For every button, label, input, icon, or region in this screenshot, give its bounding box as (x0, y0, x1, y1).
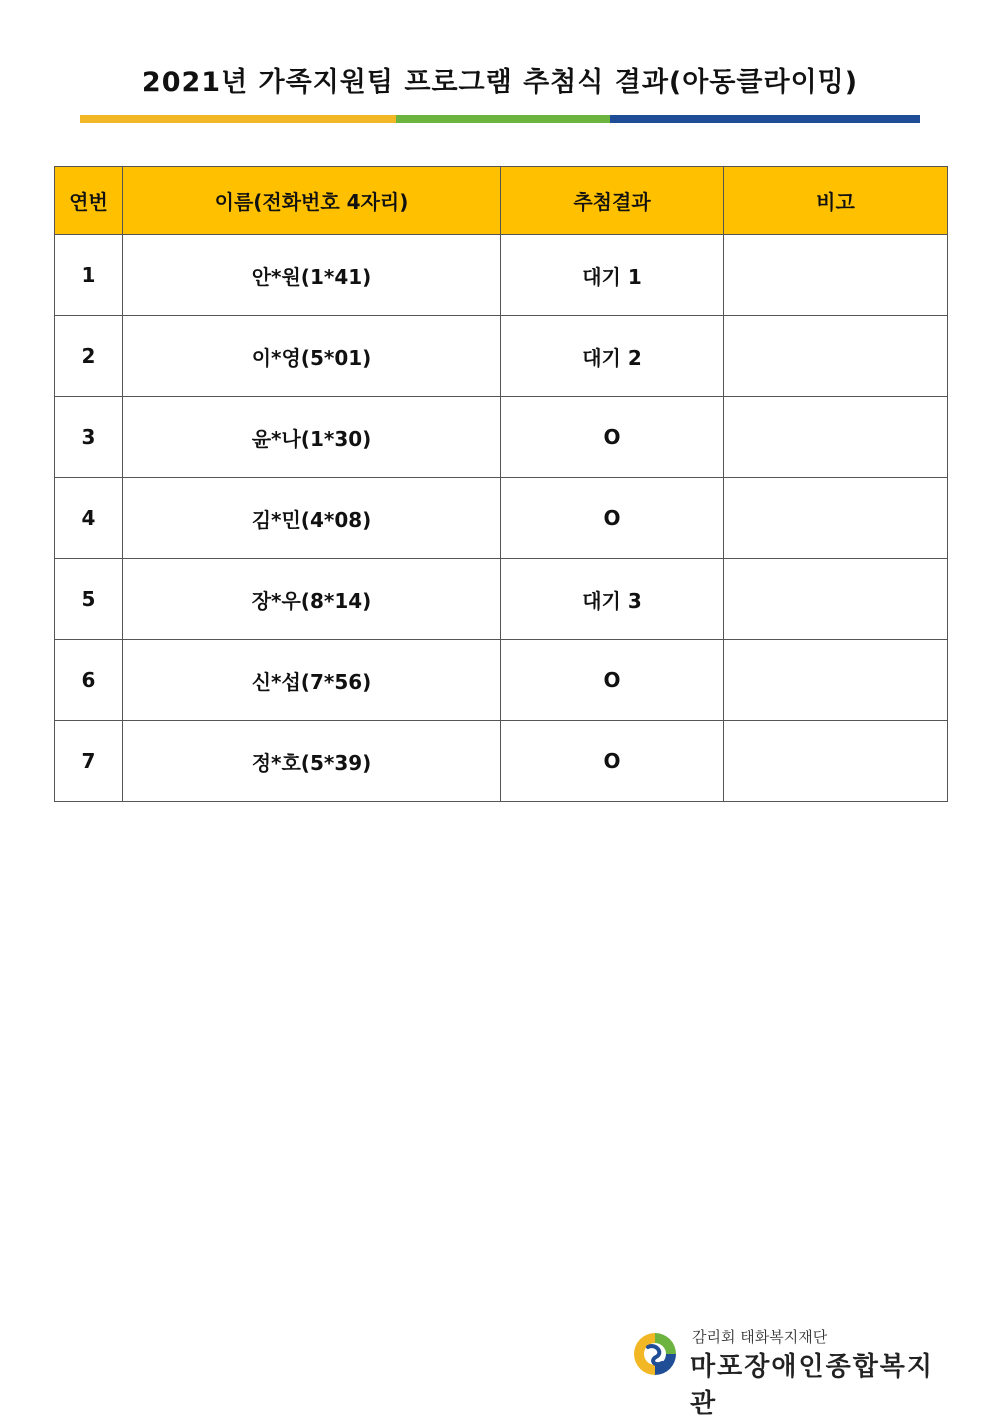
organization-footer (630, 1324, 960, 1419)
table-row (55, 640, 948, 721)
cell-name: 신*섭(7*56) (123, 640, 501, 721)
table-row (55, 235, 948, 316)
cell-result: 대기 3 (501, 559, 724, 640)
cell-note (724, 316, 948, 397)
cell-name: 안*원(1*41) (123, 235, 501, 316)
table-row (55, 397, 948, 478)
table-row (55, 721, 948, 802)
title-underline (80, 115, 920, 123)
underline-blue-segment (610, 115, 920, 123)
cell-note (724, 721, 948, 802)
cell-number: 4 (55, 478, 123, 559)
table-row (55, 316, 948, 397)
cell-result: O (501, 397, 724, 478)
cell-number: 2 (55, 316, 123, 397)
results-table (54, 166, 948, 802)
cell-result: 대기 1 (501, 235, 724, 316)
cell-name: 이*영(5*01) (123, 316, 501, 397)
cell-note (724, 397, 948, 478)
center-name: 마포장애인종합복지관 (690, 1352, 935, 1419)
cell-number: 1 (55, 235, 123, 316)
foundation-name: 감리회 태화복지재단 (692, 1328, 828, 1346)
table-row (55, 478, 948, 559)
cell-note (724, 559, 948, 640)
mapo-welfare-logo-icon (630, 1329, 680, 1379)
underline-green-segment (396, 115, 610, 123)
cell-note (724, 640, 948, 721)
underline-yellow-segment (80, 115, 396, 123)
cell-name: 윤*나(1*30) (123, 397, 501, 478)
cell-result: O (501, 478, 724, 559)
cell-number: 7 (55, 721, 123, 802)
cell-result: O (501, 640, 724, 721)
cell-note (724, 235, 948, 316)
header-name: 이름(전화번호 4자리) (123, 167, 501, 235)
page-title: 2021년 가족지원팀 프로그램 추첨식 결과(아동클라이밍) (141, 67, 859, 98)
cell-name: 정*호(5*39) (123, 721, 501, 802)
cell-name: 김*민(4*08) (123, 478, 501, 559)
header-number: 연번 (55, 167, 123, 235)
table-header-row (55, 167, 948, 235)
cell-number: 6 (55, 640, 123, 721)
cell-result: O (501, 721, 724, 802)
header-result: 추첨결과 (501, 167, 724, 235)
header-note: 비고 (724, 167, 948, 235)
cell-number: 5 (55, 559, 123, 640)
cell-note (724, 478, 948, 559)
cell-name: 장*우(8*14) (123, 559, 501, 640)
table-row (55, 559, 948, 640)
cell-result: 대기 2 (501, 316, 724, 397)
cell-number: 3 (55, 397, 123, 478)
